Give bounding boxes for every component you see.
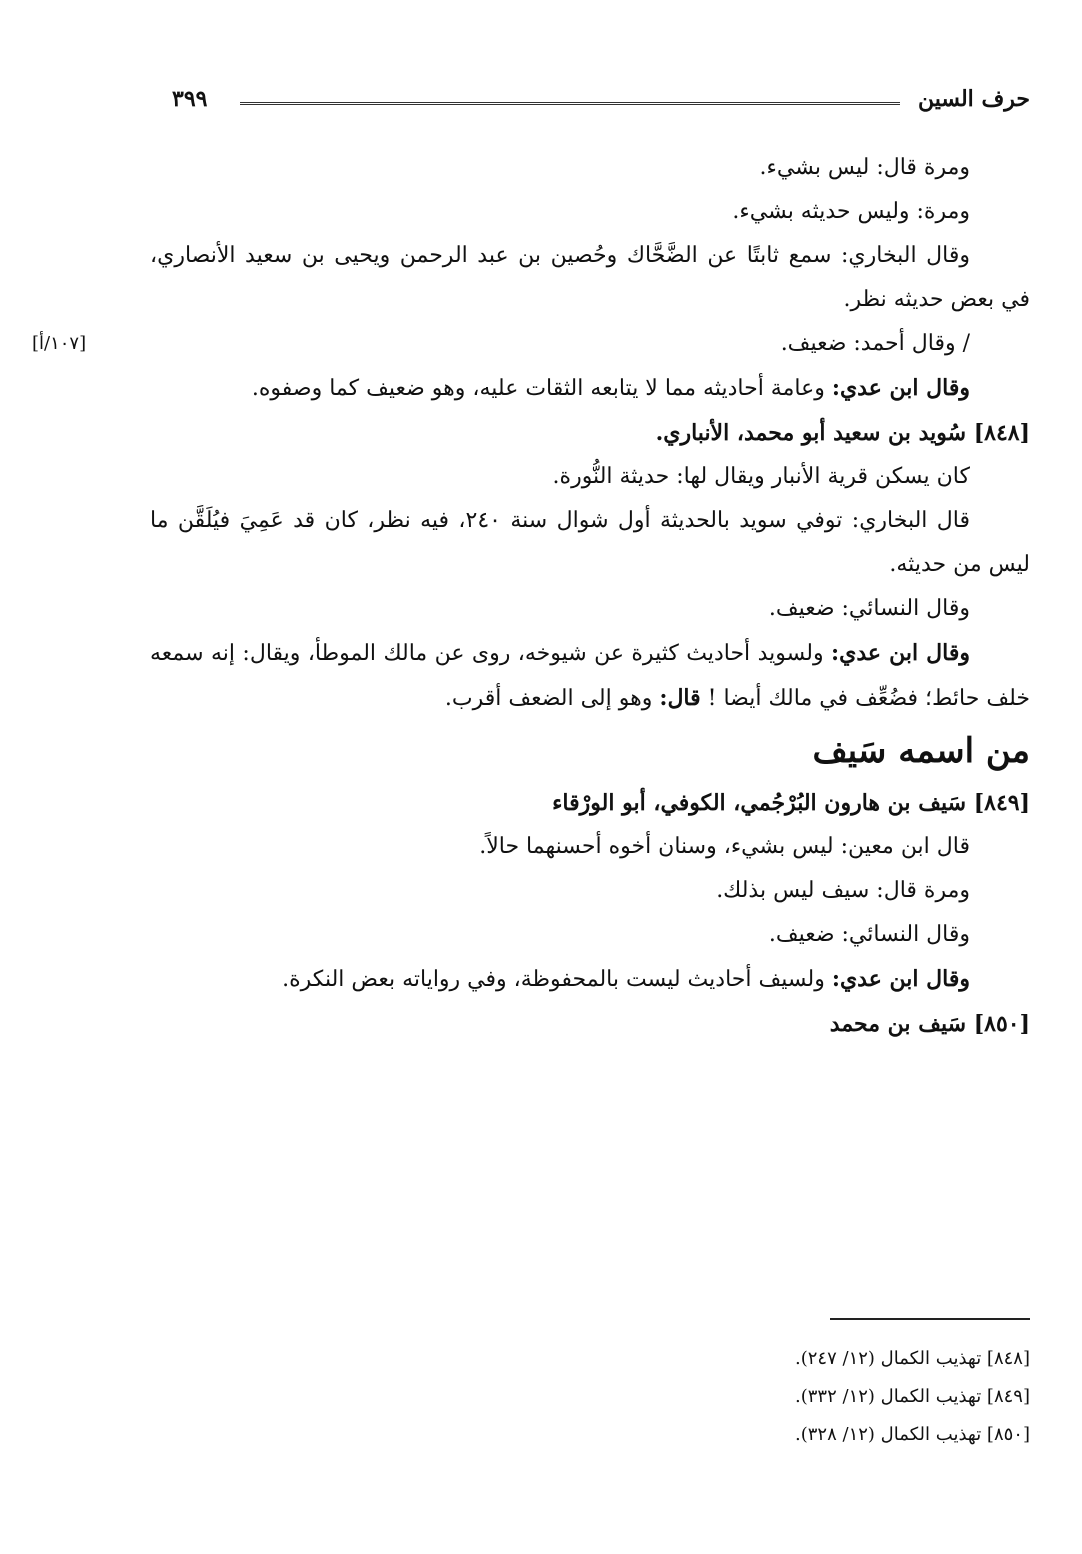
ibn-adi-label: وقال ابن عدي:	[831, 966, 970, 992]
section-heading: من اسمه سَيف	[812, 731, 1030, 771]
page-body	[32, 146, 1030, 1046]
footnote-848: [٨٤٨] تهذيب الكمال (١٢/ ٢٤٧).	[795, 1348, 1030, 1369]
ibn-adi-text: وعامة أحاديثه مما لا يتابعه الثقات عليه، وهو ضعيف كما وصفوه.	[251, 376, 832, 401]
ibn-adi-text-1: ولسويد أحاديث كثيرة عن شيوخه، روى عن مالك الموطأ، ويقال: إنه سمعه خلف حائط؛ فضُعِّف في مالك أيضا !	[150, 641, 1030, 711]
entry-848-nasai: وقال النسائي: ضعيف.	[768, 596, 970, 621]
page-header	[150, 86, 1030, 122]
entry-848-ibn-adi	[150, 631, 1030, 721]
ibn-adi-text: ولسيف أحاديث ليست بالمحفوظة، وفي رواياته بعض النكرة.	[282, 967, 832, 992]
entry-849-nasai: وقال النسائي: ضعيف.	[768, 922, 970, 947]
ibn-adi-text-2: وهو إلى الضعف أقرب.	[444, 686, 660, 711]
footnote-849: [٨٤٩] تهذيب الكمال (١٢/ ٣٣٢).	[795, 1386, 1030, 1407]
entry-847-ahmad	[32, 322, 1030, 366]
header-rule	[240, 102, 900, 105]
entry-850-title: [٨٥٠] سَيف بن محمد	[829, 1011, 1030, 1037]
ibn-adi-label: وقال ابن عدي:	[831, 640, 970, 666]
qala-label: قال:	[659, 685, 701, 711]
margin-folio-reference: [١٠٧/أ]	[32, 333, 87, 354]
entry-848-line-1: كان يسكن قرية الأنبار ويقال لها: حديثة النُّورة.	[552, 464, 970, 489]
entry-847-ibn-adi	[150, 366, 1030, 411]
entry-847-line-1: ومرة قال: ليس بشيء.	[759, 155, 970, 180]
entry-847-line-2: ومرة: وليس حديثه بشيء.	[732, 199, 970, 224]
entry-849-ibn-maeen: قال ابن معين: ليس بشيء، وسنان أخوه أحسنهما حالاً.	[479, 834, 970, 859]
entry-849-marra: ومرة قال: سيف ليس بذلك.	[716, 878, 970, 903]
entry-847-ahmad-text: / وقال أحمد: ضعيف.	[780, 331, 970, 356]
footnote-850: [٨٥٠] تهذيب الكمال (١٢/ ٣٢٨).	[795, 1424, 1030, 1445]
entry-847-bukhari: وقال البخاري: سمع ثابتًا عن الضَّحَّاك وحُصين بن عبد الرحمن ويحيى بن سعيد الأنصاري، في بعض حديثه نظر.	[150, 243, 1030, 312]
ibn-adi-label: وقال ابن عدي:	[831, 375, 970, 401]
entry-849-title: [٨٤٩] سَيف بن هارون البُرْجُمي، الكوفي، أبو الورْقاء	[552, 790, 1030, 816]
entry-848-title: [٨٤٨] سُويد بن سعيد أبو محمد، الأنباري.	[655, 420, 1030, 446]
entry-849-ibn-adi	[150, 957, 1030, 1002]
running-title: حرف السين	[917, 86, 1030, 112]
footnote-list	[150, 1340, 1030, 1454]
footnote-rule	[830, 1318, 1030, 1320]
page-number: ٣٩٩	[172, 86, 208, 112]
entry-848-bukhari: قال البخاري: توفي سويد بالحديثة أول شوال سنة ٢٤٠، فيه نظر، كان قد عَمِيَ فيُلَقَّن ما ليس من حديثه.	[150, 508, 1030, 577]
